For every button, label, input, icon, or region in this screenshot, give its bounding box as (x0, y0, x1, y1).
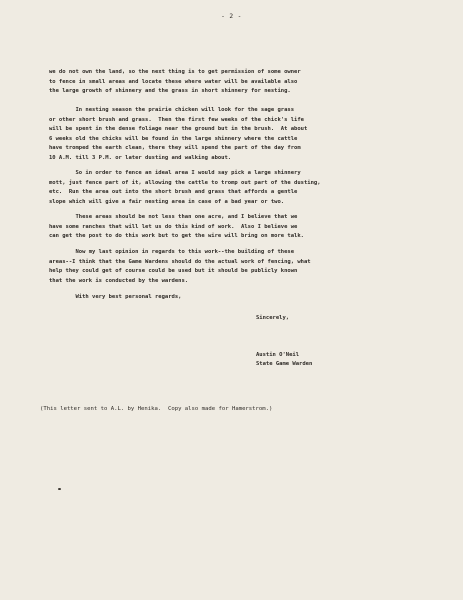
signer-title: State Game Warden (256, 361, 313, 367)
distribution-note: (This letter sent to A.L. by Henika. Copy also made for Hamerstrom.) (40, 406, 273, 412)
page-number: - 2 - (221, 13, 242, 20)
body-paragraph-4: These areas should be not less than one acre, and I believe that we have some ranches that will let us do this kind of work. Also I believe we can get the post to do this work but to get the wire will bring on more talk. (49, 214, 304, 240)
body-paragraph-5: Now my last opinion in regards to this work--the building of these areas--I think that the Game Wardens should do the actual work of fencing, what help they could get of course could be used but it should be publicly known that the work is conducted by the wardens. (49, 249, 311, 284)
body-paragraph-3: So in order to fence an ideal area I would say pick a large shinnery mott, just fence part of it, allowing the cattle to tromp out part of the dusting, etc. Run the area out into the short brush and grass that affords a gentle slope which will give a fair nesting area in case of a bad year or two. (49, 170, 321, 205)
body-paragraph-1: we do not own the land, so the next thing is to get permission of some owner to fence in small areas and locate these where water will be available also the large growth of shinnery and the grass in short shinnery for nesting. (49, 69, 301, 95)
regards-line: With very best personal regards, (49, 294, 182, 300)
signer-name: Austin O'Neil (256, 352, 300, 358)
closing: Sincerely, (256, 315, 290, 321)
body-paragraph-2: In nesting season the prairie chicken will look for the sage grass or other short brush and grass. Then the first few weeks of the chick's life will be spent in the dense foliage near the ground but in the brush. At about 6 weeks old the chicks will be found in the large shinnery where the cattle have tromped the earth clean, there they will spend the part of the day from 10 A.M. till 3 P.M. or later dusting and walking about. (49, 107, 308, 161)
ink-speck (58, 488, 61, 490)
